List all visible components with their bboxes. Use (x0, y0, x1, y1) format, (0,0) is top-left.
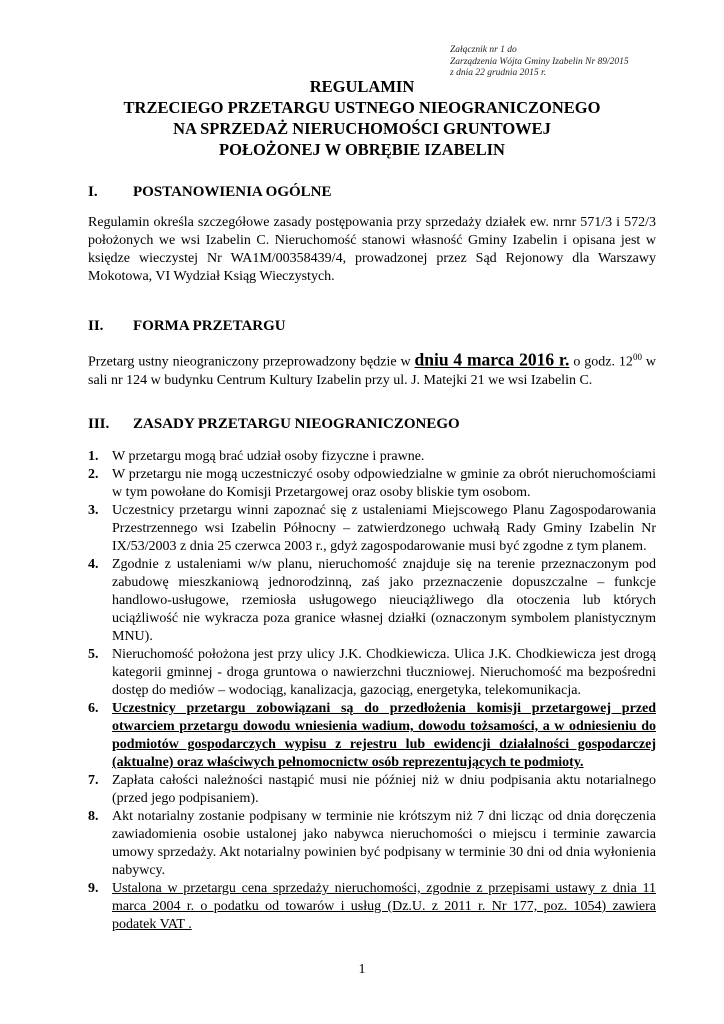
title-line-1: REGULAMIN (309, 77, 415, 96)
form-text-after: w sali nr 124 w budynku Centrum Kultury Izabelin przy ul. J. Matejki 21 we wsi Izabelin C. (88, 354, 656, 388)
rule-text: W przetargu mogą brać udział osoby fizyczne i prawne. (112, 449, 425, 464)
section-title: FORMA PRZETARGU (133, 318, 286, 334)
rule-number: 6. (88, 701, 99, 716)
section-heading-general (88, 184, 332, 201)
attachment-note (450, 45, 629, 80)
title-line-2: TRZECIEGO PRZETARGU USTNEGO NIEOGRANICZONEGO (123, 98, 601, 117)
general-paragraph: Regulamin określa szczegółowe zasady postępowania przy sprzedaży działek ew. nrnr 571/3 i 572/3 położonych we wsi Izabelin C. Nieruchomość stanowi własność Gminy Izabelin i opisana jest w księdze wieczystej Nr WA1M/00358439/4, prowadzonej przez Sąd Rejonowy dla Warszawy Mokotowa, VI Wydział Ksiąg Wieczystych. (88, 215, 656, 284)
rule-number: 8. (88, 809, 99, 824)
title-line-3: NA SPRZEDAŻ NIERUCHOMOŚCI GRUNTOWEJ (173, 119, 551, 138)
rule-text: Uczestnicy przetargu zobowiązani są do przedłożenia komisji przetargowej przed otwarciem przetargu dowodu wniesienia wadium, dowodu tożsamości, a w odniesieniu do podmiotów gospodarczych wypisu z rejestru lub ewidencji działalności gospodarczej (aktualne) oraz właściwych pełnomocnictw osób reprezentujących te podmioty. (112, 701, 656, 770)
auction-time: o godz. 12 (569, 354, 633, 370)
rule-text: Zgodnie z ustaleniami w/w planu, nieruchomość znajduje się na terenie przeznaczonym pod zabudowę mieszkaniową jednorodzinną, zaś jako przeznaczenie dopuszczalne – funkcje handlowo-usługowe, rzemiosła usługowego nieuciążliwego dla otoczenia lub których uciążliwość nie wykracza poza granice własnej działki (oznaczonym symbolem planistycznym MNU). (112, 557, 656, 644)
section-title: ZASADY PRZETARGU NIEOGRANICZONEGO (133, 416, 460, 432)
rule-number: 3. (88, 503, 99, 518)
rule-number: 2. (88, 467, 99, 482)
section-heading-rules (88, 416, 460, 433)
page-number: 1 (358, 962, 366, 977)
rule-text: Zapłata całości należności nastąpić musi nie później niż w dniu podpisania aktu notarialnego (przed jego podpisaniem). (112, 773, 656, 806)
section-number: III. (88, 416, 110, 432)
rule-text: W przetargu nie mogą uczestniczyć osoby odpowiedzialne w gminie za obrót nieruchomościami w tym powołane do Komisji Przetargowej oraz osoby bliskie tym osobom. (112, 467, 656, 500)
rule-number: 7. (88, 773, 99, 788)
section-number: II. (88, 318, 104, 334)
rule-item (88, 880, 656, 934)
auction-date: dniu 4 marca 2016 r. (414, 349, 570, 370)
rule-text: Akt notarialny zostanie podpisany w terminie nie krótszym niż 7 dni licząc od dnia doręczenia zawiadomienia osobie ustalonej jako nabywca nieruchomości o miejscu i terminie zawarcia umowy sprzedaży. Akt notarialny powinien być podpisany w terminie 30 dni od dnia wyłonienia nabywcy. (112, 809, 656, 878)
rule-number: 5. (88, 647, 99, 662)
rule-item (88, 466, 656, 502)
rule-item (88, 502, 656, 556)
rule-item (88, 646, 656, 700)
rule-item (88, 772, 656, 808)
rule-text: Ustalona w przetargu cena sprzedaży nieruchomości, zgodnie z przepisami ustawy z dnia 11 marca 2004 r. o podatku od towarów i usług (Dz.U. z 2011 r. Nr 177, poz. 1054) zawiera podatek VAT . (112, 881, 656, 932)
rule-item (88, 448, 656, 466)
attachment-line-1: Załącznik nr 1 do (450, 45, 517, 55)
rule-item (88, 808, 656, 880)
section-title: POSTANOWIENIA OGÓLNE (133, 184, 332, 200)
form-paragraph (88, 348, 656, 390)
rule-item (88, 556, 656, 646)
form-text-before: Przetarg ustny nieograniczony przeprowadzony będzie w (88, 354, 415, 370)
rule-text: Nieruchomość położona jest przy ulicy J.K. Chodkiewicza. Ulica J.K. Chodkiewicza jest drogą kategorii gminnej - droga gruntowa o nawierzchni tłuczniowej. Nieruchomość ma bezpośredni dostęp do mediów – wodociąg, kanalizacja, gazociąg, energetyka, telekomunikacja. (112, 647, 656, 698)
rule-number: 4. (88, 557, 99, 572)
rules-list (88, 448, 656, 934)
section-heading-form (88, 318, 286, 335)
attachment-line-2: Zarządzenia Wójta Gminy Izabelin Nr 89/2015 (450, 56, 629, 67)
title-line-4: POŁOŻONEJ W OBRĘBIE IZABELIN (219, 140, 505, 159)
section-number: I. (88, 184, 98, 200)
rule-item-highlighted (88, 700, 656, 772)
attachment-line-3: z dnia 22 grudnia 2015 r. (450, 68, 547, 78)
rule-number: 1. (88, 449, 99, 464)
rule-number: 9. (88, 881, 99, 896)
document-title (0, 76, 724, 160)
rule-text: Uczestnicy przetargu winni zapoznać się z ustaleniami Miejscowego Planu Zagospodarowania Przestrzennego wsi Izabelin Północny – zatwierdzonego uchwałą Rady Gminy Izabelin Nr IX/53/2003 z dnia 25 czerwca 2003 r., gdyż zagospodarowanie musi być zgodne z tym planem. (112, 503, 656, 554)
auction-time-minutes: 00 (632, 352, 642, 362)
